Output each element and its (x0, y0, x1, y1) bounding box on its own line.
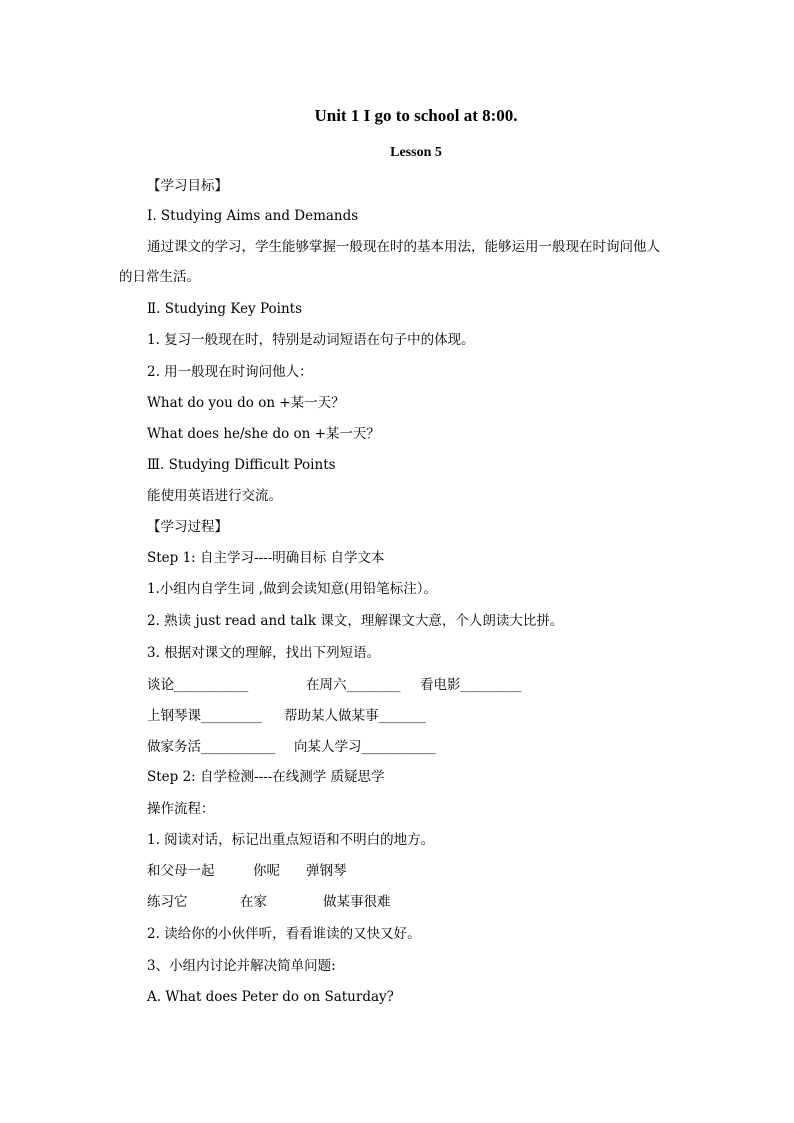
step-1-heading: Step 1: 自主学习----明确目标 自学文本 (147, 550, 385, 566)
step-1-item-2: 2. 熟读 just read and talk 课文，理解课文大意，个人朗读大比拼。 (147, 613, 564, 629)
step-1-item-1: 1.小组内自学生词 ,做到会读知意(用铅笔标注）。 (147, 581, 437, 597)
example-question-2: What does he/she do on +某一天？ (147, 426, 380, 442)
phrase-item: 你呢 (253, 863, 280, 879)
phrase-blank: 帮助某人做某事_______ (284, 708, 426, 724)
aims-text: 通过课文的学习，学生能够掌握一般现在时的基本用法，能够运用一般现在时询问他人 (147, 239, 660, 255)
aims-text-cont: 的日常生活。 (119, 269, 200, 285)
aims-heading: Ⅰ. Studying Aims and Demands (147, 208, 359, 224)
example-question-1: What do you do on +某一天？ (147, 395, 345, 411)
section-heading-goals: 【学习目标】 (147, 178, 228, 194)
phrase-item: 在家 (240, 894, 267, 910)
procedure-item-3: 3、小组内讨论并解决简单问题: (147, 958, 336, 974)
phrase-blank: 上钢琴课_________ (147, 708, 262, 724)
phrase-item: 和父母一起 (147, 863, 215, 879)
section-heading-process: 【学习过程】 (147, 519, 228, 535)
phrase-item: 练习它 (147, 894, 188, 910)
phrase-blank: 向某人学习___________ (294, 739, 436, 755)
phrase-blank: 做家务活___________ (147, 739, 276, 755)
procedure-item-1: 1. 阅读对话，标记出重点短语和不明白的地方。 (147, 832, 435, 848)
lesson-title: Lesson 5 (390, 145, 442, 160)
key-point-2: 2. 用一般现在时询问他人： (147, 364, 313, 380)
key-points-heading: Ⅱ. Studying Key Points (147, 301, 302, 317)
procedure-item-2: 2. 读给你的小伙伴听，看看谁读的又快又好。 (147, 926, 421, 942)
key-point-1: 1. 复习一般现在时，特别是动词短语在句子中的体现。 (147, 332, 475, 348)
difficult-points-text: 能使用英语进行交流。 (147, 488, 282, 504)
difficult-points-heading: Ⅲ. Studying Difficult Points (147, 457, 336, 473)
phrase-blank: 看电影_________ (420, 677, 522, 693)
step-1-item-3: 3. 根据对课文的理解，找出下列短语。 (147, 645, 381, 661)
phrase-item: 做某事很难 (323, 894, 391, 910)
phrase-blank: 在周六________ (306, 677, 401, 693)
phrase-item: 弹钢琴 (306, 863, 347, 879)
procedure-label: 操作流程： (147, 801, 215, 817)
step-2-heading: Step 2: 自学检测----在线测学 质疑思学 (147, 769, 385, 785)
phrase-blank: 谈论___________ (147, 677, 249, 693)
unit-title: Unit 1 I go to school at 8:00. (314, 106, 518, 125)
question-a: A. What does Peter do on Saturday? (147, 989, 394, 1005)
